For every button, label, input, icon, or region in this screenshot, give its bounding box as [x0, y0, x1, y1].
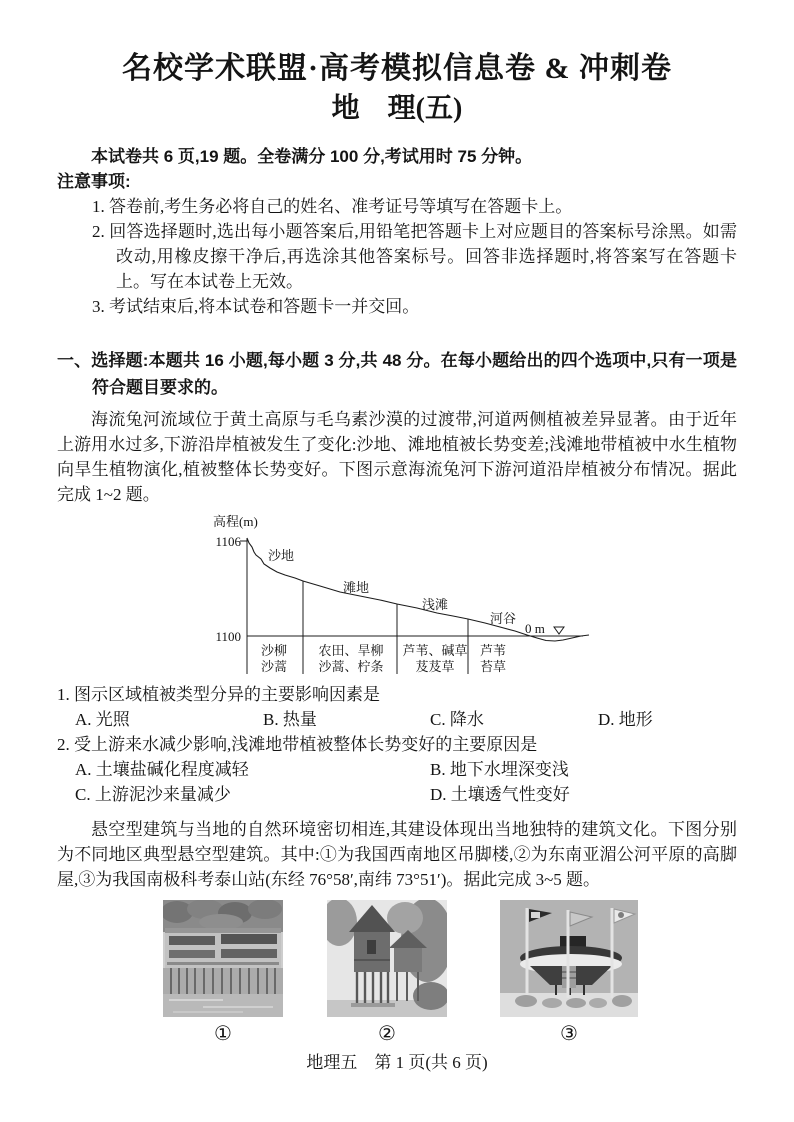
question-1-options — [57, 707, 737, 732]
veg-zone3-line1: 芦苇、碱草 — [402, 643, 468, 658]
veg-zone3-line2: 芨芨草 — [415, 659, 455, 674]
question-1-stem: 1. 图示区域植被类型分异的主要影响因素是 — [57, 685, 380, 704]
q2-option-c: C. 上游泥沙来量减少 — [75, 785, 231, 804]
veg-zone4-line2: 苔草 — [480, 659, 507, 674]
water-depth-label: 0 m — [525, 621, 545, 636]
q1-option-d: D. 地形 — [598, 710, 653, 729]
veg-zone4-line1: 芦苇 — [480, 643, 507, 658]
vegetation-profile-diagram — [185, 507, 615, 682]
section-1-heading: 一、选择题:本题共 16 小题,每小题 3 分,共 48 分。在每小题给出的四个选项中,只有一项是符合题目要求的。 — [57, 351, 737, 397]
profile-diagram-svg — [185, 507, 615, 682]
photo-3-label: ③ — [560, 1023, 578, 1045]
paper-subject-title: 地 理(五) — [331, 93, 463, 124]
water-level-icon — [554, 627, 564, 634]
notice-item-2: 2. 回答选择题时,选出每小题答案后,用铅笔把答题卡上对应题目的答案标号涂黑。如需改动,用橡皮擦干净后,再选涂其他答案标号。回答非选择题时,将答案写在答题卡上。写在本试卷上无效。 — [92, 222, 737, 291]
question-2-stem: 2. 受上游来水减少影响,浅滩地带植被整体长势变好的主要原因是 — [57, 735, 538, 754]
photo-1-label: ① — [214, 1023, 232, 1045]
zone-name-sandland: 沙地 — [267, 548, 295, 563]
photo-figure-3 — [500, 900, 638, 1047]
notice-item-3: 3. 考试结束后,将本试卷和答题卡一并交回。 — [92, 297, 420, 316]
page-footer: 地理五 第 1 页(共 6 页) — [306, 1053, 488, 1072]
passage-1: 海流兔河流域位于黄土高原与毛乌素沙漠的过渡带,河道两侧植被差异显著。由于近年上游用水过多,下游沿岸植被发生了变化:沙地、滩地植被长势变差;浅滩地带植被中水生植物向旱生植物演化,植被整体长势变好。下图示意海流兔河下游河道沿岸植被分布情况。据此完成 1~2 题。 — [57, 410, 737, 504]
q1-option-a: A. 光照 — [75, 710, 130, 729]
exam-summary-line: 本试卷共 6 页,19 题。全卷满分 100 分,考试用时 75 分钟。 — [91, 147, 533, 166]
q1-option-c: C. 降水 — [430, 710, 484, 729]
q2-option-d: D. 土壤透气性变好 — [430, 785, 570, 804]
passage-2: 悬空型建筑与当地的自然环境密切相连,其建设体现出当地独特的建筑文化。下图分别为不同地区典型悬空型建筑。其中:①为我国西南地区吊脚楼,②为东南亚湄公河平原的高脚屋,③为我国南极科考泰山站(东经 76°58′,南纬 73°51′)。据此完成 3~5 题。 — [57, 820, 737, 889]
y-axis-label: 高程(m) — [213, 514, 258, 529]
q2-option-b: B. 地下水埋深变浅 — [430, 760, 569, 779]
q2-option-a: A. 土壤盐碱化程度减轻 — [75, 760, 249, 779]
notice-heading: 注意事项: — [57, 172, 131, 191]
veg-zone2-line1: 农田、旱柳 — [318, 643, 384, 658]
veg-zone1-line2: 沙蒿 — [260, 659, 288, 674]
q1-option-b: B. 热量 — [263, 710, 317, 729]
zone-name-beachland: 滩地 — [342, 580, 370, 595]
photo-figure-1 — [163, 900, 283, 1047]
paper-title: 名校学术联盟·高考模拟信息卷 & 冲刺卷 — [122, 52, 672, 85]
zone-name-shoal: 浅滩 — [421, 597, 449, 612]
paper-body — [57, 144, 737, 1074]
tick-1100: 1100 — [215, 629, 241, 644]
photo-2-label: ② — [378, 1023, 396, 1045]
antarctic-station-photo — [500, 900, 638, 1017]
photo-figure-2 — [327, 900, 447, 1047]
notice-item-1: 1. 答卷前,考生务必将自己的姓名、准考证号等填写在答题卡上。 — [92, 197, 573, 216]
veg-zone2-line2: 沙蒿、柠条 — [318, 659, 384, 674]
tall-stilt-house-photo — [327, 900, 447, 1017]
zone-name-valley: 河谷 — [489, 611, 517, 626]
tick-1106: 1106 — [215, 534, 241, 549]
veg-zone1-line1: 沙柳 — [260, 643, 288, 658]
stilt-houses-over-water-photo — [163, 900, 283, 1017]
building-photos-row — [57, 900, 737, 1047]
question-2-options — [57, 757, 737, 807]
